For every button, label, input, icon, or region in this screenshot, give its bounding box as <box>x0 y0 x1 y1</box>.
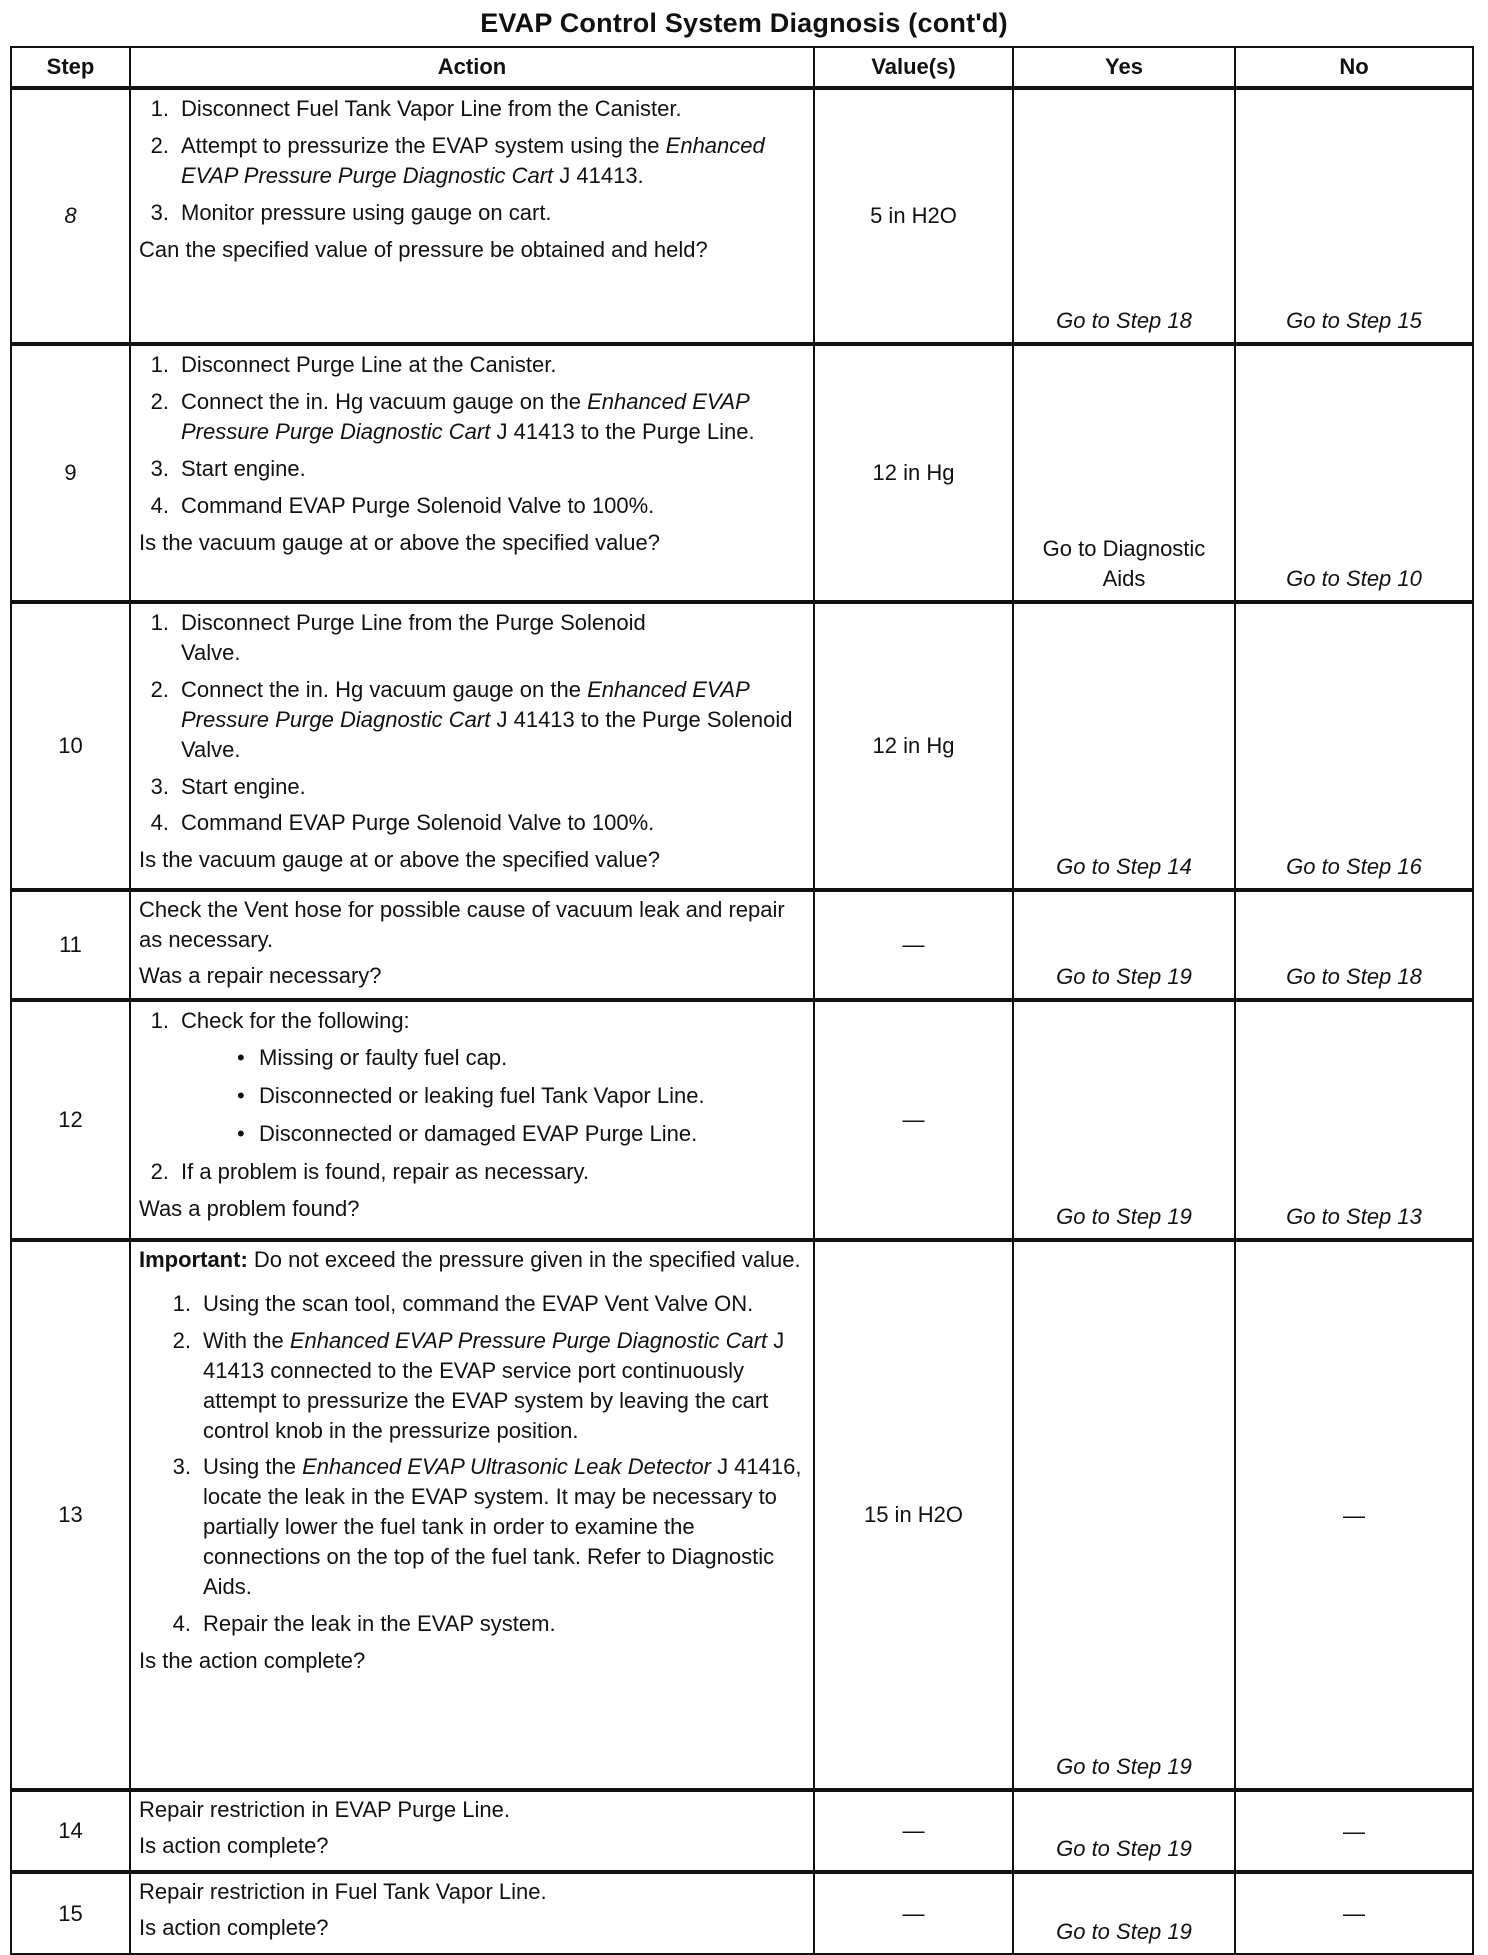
bullet-list <box>237 1043 807 1149</box>
header-action: Action <box>130 47 814 88</box>
action-question: Was a problem found? <box>139 1195 360 1221</box>
table-row-step-12 <box>11 1000 1473 1240</box>
step-number: 12 <box>11 1000 130 1240</box>
action-question: Is the vacuum gauge at or above the specified value? <box>139 529 661 555</box>
yes-cell: Go to Step 19 <box>1013 1000 1235 1240</box>
action-item: 2. If a problem is found, repair as necessary. <box>150 1158 590 1184</box>
action-cell <box>130 1000 814 1240</box>
action-question: Is action complete? <box>139 1914 329 1940</box>
value-cell: — <box>814 1000 1013 1240</box>
header-values: Value(s) <box>814 47 1013 88</box>
action-item: 1. Disconnect Fuel Tank Vapor Line from the Canister. <box>150 96 682 121</box>
value-cell: 12 in Hg <box>814 602 1013 890</box>
no-cell: Go to Step 10 <box>1235 344 1473 602</box>
page-title: EVAP Control System Diagnosis (cont'd) <box>480 8 1008 38</box>
tool-name: Enhanced EVAP Pressure Purge Diagnostic Cart <box>181 676 749 732</box>
list-item: • Disconnected or damaged EVAP Purge Line. <box>237 1120 698 1146</box>
tool-name: Enhanced EVAP Pressure Purge Diagnostic Cart <box>289 1327 768 1353</box>
no-cell: Go to Step 15 <box>1235 88 1473 344</box>
value-cell: 15 in H2O <box>814 1240 1013 1790</box>
action-question: Is action complete? <box>139 1832 329 1858</box>
action-cell <box>130 602 814 890</box>
step-number: 15 <box>11 1872 130 1954</box>
tool-name: Enhanced EVAP Pressure Purge Diagnostic Cart <box>181 388 749 444</box>
action-item: 4. Command EVAP Purge Solenoid Valve to 100%. <box>150 492 655 518</box>
table-row-step-13 <box>11 1240 1473 1790</box>
tool-name: Enhanced EVAP Ultrasonic Leak Detector <box>302 1454 711 1480</box>
yes-cell: Go to Step 19 <box>1013 890 1235 1000</box>
action-item: 3. Start engine. <box>150 773 306 799</box>
important-note: Important: Do not exceed the pressure given in the specified value. <box>139 1247 801 1272</box>
table-row-step-10 <box>11 602 1473 890</box>
action-item: 3. Monitor pressure using gauge on cart. <box>150 199 552 225</box>
action-question: Is the vacuum gauge at or above the specified value? <box>139 847 661 873</box>
action-item: 4. Repair the leak in the EVAP system. <box>172 1610 556 1636</box>
tool-name: Enhanced EVAP Pressure Purge Diagnostic Cart <box>181 132 765 188</box>
action-cell <box>130 890 814 1000</box>
step-number: 14 <box>11 1790 130 1872</box>
action-item: 1. Check for the following: <box>150 1008 410 1033</box>
no-cell: Go to Step 18 <box>1235 890 1473 1000</box>
header-yes: Yes <box>1013 47 1235 88</box>
step-number: 11 <box>11 890 130 1000</box>
action-question: Can the specified value of pressure be obtained and held? <box>139 236 708 262</box>
action-cell <box>130 88 814 344</box>
list-item: • Missing or faulty fuel cap. <box>237 1044 508 1070</box>
value-cell: — <box>814 1872 1013 1954</box>
no-cell: — <box>1235 1790 1473 1872</box>
action-item: 2. With the Enhanced EVAP Pressure Purge Diagnostic Cart J 41413 connected to the EVAP service port continuously attempt to pressurize the EVAP system by leaving the cart control knob in the pressurize position. <box>172 1327 785 1443</box>
yes-cell: Go to Step 19 <box>1013 1240 1235 1790</box>
action-item: 2. Attempt to pressurize the EVAP system using the Enhanced EVAP Pressure Purge Diagnostic Cart J 41413. <box>150 132 765 188</box>
value-cell: — <box>814 1790 1013 1872</box>
step-number: 10 <box>11 602 130 890</box>
value-cell: 12 in Hg <box>814 344 1013 602</box>
step-number: 8 <box>11 88 130 344</box>
action-cell <box>130 344 814 602</box>
action-item: 1. Using the scan tool, command the EVAP Vent Valve ON. <box>172 1290 754 1316</box>
action-text: Repair restriction in EVAP Purge Line. <box>139 1797 510 1822</box>
diagnosis-table <box>10 46 1474 1955</box>
action-item: 4. Command EVAP Purge Solenoid Valve to 100%. <box>150 810 655 836</box>
action-cell <box>130 1240 814 1790</box>
no-cell: — <box>1235 1872 1473 1954</box>
yes-cell: Go to Diagnostic Aids <box>1013 344 1235 602</box>
table-header-row <box>11 47 1473 88</box>
table-row-step-14 <box>11 1790 1473 1872</box>
action-question: Was a repair necessary? <box>139 962 382 988</box>
yes-cell: Go to Step 19 <box>1013 1790 1235 1872</box>
table-row-step-15 <box>11 1872 1473 1954</box>
step-number: 9 <box>11 344 130 602</box>
action-text: Repair restriction in Fuel Tank Vapor Line. <box>139 1879 547 1904</box>
action-item: 1. Disconnect Purge Line at the Canister. <box>150 352 557 377</box>
table-row-step-11 <box>11 890 1473 1000</box>
action-item: 3. Using the Enhanced EVAP Ultrasonic Leak Detector J 41416, locate the leak in the EVAP system. It may be necessary to partially lower the fuel tank in order to examine the connections on the top of the fuel tank. Refer to Diagnostic Aids. <box>172 1454 802 1600</box>
no-cell: Go to Step 13 <box>1235 1000 1473 1240</box>
header-no: No <box>1235 47 1473 88</box>
list-item: • Disconnected or leaking fuel Tank Vapor Line. <box>237 1082 705 1108</box>
table-row-step-8 <box>11 88 1473 344</box>
yes-cell: Go to Step 14 <box>1013 602 1235 890</box>
yes-cell: Go to Step 18 <box>1013 88 1235 344</box>
step-number: 13 <box>11 1240 130 1790</box>
yes-cell: Go to Step 19 <box>1013 1872 1235 1954</box>
header-step: Step <box>11 47 130 88</box>
action-item: 3. Start engine. <box>150 455 306 481</box>
no-cell: — <box>1235 1240 1473 1790</box>
action-item: 2. Connect the in. Hg vacuum gauge on the Enhanced EVAP Pressure Purge Diagnostic Cart J 41413 to the Purge Line. <box>150 388 755 444</box>
value-cell: — <box>814 890 1013 1000</box>
action-cell <box>130 1872 814 1954</box>
action-cell <box>130 1790 814 1872</box>
action-item: 1. Disconnect Purge Line from the Purge Solenoid Valve. <box>150 610 646 665</box>
value-cell: 5 in H2O <box>814 88 1013 344</box>
action-item: 2. Connect the in. Hg vacuum gauge on the Enhanced EVAP Pressure Purge Diagnostic Cart J 41413 to the Purge Solenoid Valve. <box>150 676 793 762</box>
action-question: Is the action complete? <box>139 1647 366 1673</box>
no-cell: Go to Step 16 <box>1235 602 1473 890</box>
table-row-step-9 <box>11 344 1473 602</box>
action-text: Check the Vent hose for possible cause of vacuum leak and repair as necessary. <box>139 897 785 952</box>
